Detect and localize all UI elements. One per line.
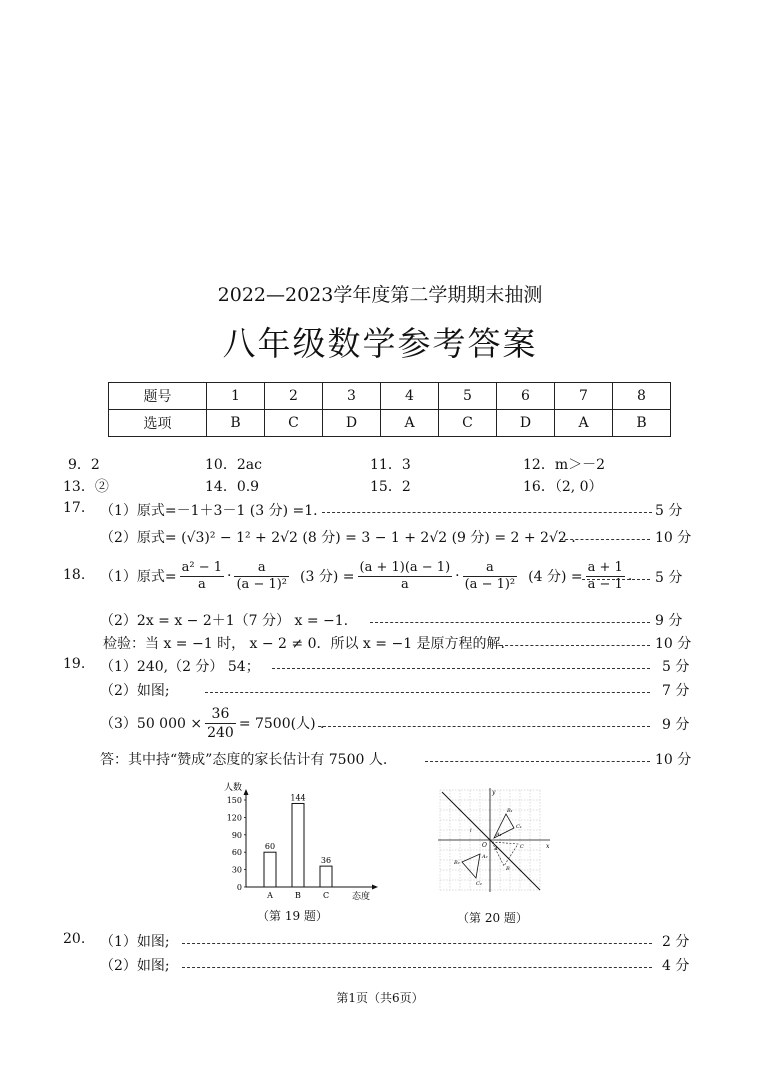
fraction [358,560,453,593]
denominator: (a − 1)² [464,576,516,592]
score-label: 10 分 [655,636,692,652]
q19-part1: （1）240,（2 分） 54； [100,659,260,675]
score-label: 5 分 [655,503,683,519]
document-subtitle: 八年级数学参考答案 [222,324,538,363]
table-header-cell: 题号 [109,383,207,410]
table-cell: D [323,410,381,437]
line-label: l [470,828,472,834]
table-cell: C [265,410,323,437]
leader-dots [182,967,652,968]
data-label: 36 [320,856,332,866]
y-tick-label: 0 [236,883,242,892]
point-label: C₂ [476,881,482,887]
numerator: a [234,560,289,577]
fraction [234,560,289,593]
y-axis-arrow [244,789,249,795]
q20-part2: （2）如图; [100,958,170,974]
answer-q16: 16．（2, 0） [523,479,603,495]
bar-A [264,852,276,887]
bar-C [320,866,332,887]
q18-mid2: (4 分) = [528,569,583,585]
data-label: 60 [264,842,276,852]
score-label: 10 分 [655,752,692,768]
leader-dots [205,692,650,693]
fraction [205,705,236,742]
q19-part2: （2）如图; [100,683,170,699]
origin-label: O [482,842,487,849]
table-row [109,410,671,437]
q18-part1 [100,552,632,600]
period: . [627,568,633,584]
table-cell: 5 [439,383,497,410]
leader-dots [322,512,652,513]
fraction [180,560,224,593]
numerator: (a + 1)(a − 1) [359,559,451,575]
figure-19-caption: （第 19 题） [257,909,328,923]
answer-q10: 10．2ac [205,457,262,473]
table-cell: D [497,410,555,437]
leader-dots [370,622,650,623]
point-label: C₁ [516,824,522,830]
table-cell: B [207,410,265,437]
score-label: 5 分 [655,570,683,586]
bar-chart [210,780,390,905]
data-label: 144 [290,793,306,803]
leader-dots [318,726,650,727]
numerator: a + 1 [587,559,623,575]
table-cell: 1 [207,383,265,410]
answer-q15: 15．2 [370,479,411,495]
table-cell: 7 [555,383,613,410]
table-cell: 3 [323,383,381,410]
answer-q13: 13．② [63,479,109,495]
y-tick-label: 90 [231,830,242,840]
y-tick-label: 30 [231,865,242,875]
score-label: 7 分 [662,683,690,699]
denominator: (a − 1)² [236,576,288,592]
table-cell: B [613,410,671,437]
q17-part1: （1）原式=－1＋3－1 (3 分) =1. [100,503,318,519]
score-label: 9 分 [662,717,690,733]
q19-part3-prefix: （3）50 000 × [100,716,203,732]
category-label: C [322,891,330,900]
y-label: y [492,789,496,796]
score-label: 4 分 [662,958,690,974]
dot-operator: · [227,568,232,584]
q18-check: 检验：当 x = −1 时， x − 2 ≠ 0．所以 x = −1 是原方程的解. [103,636,506,652]
document-title: 2022—2023学年度第二学期期末抽测 [217,284,543,306]
figure-20-caption: （第 20 题） [457,911,528,925]
x-axis-arrow [372,885,378,890]
point-label: A₂ [482,854,488,860]
leader-dots [425,761,650,762]
category-label: A [267,891,273,900]
y-tick-label: 60 [231,848,242,858]
y-tick-label: 150 [226,796,242,805]
point-label: A [494,846,498,852]
x-label: x [546,843,550,850]
table-cell: 2 [265,383,323,410]
point-label: B₂ [454,860,460,866]
answer-q14: 14．0.9 [205,479,260,495]
leader-dots [582,579,650,580]
chart-xlabel: 态度 [352,892,371,902]
point-label: B₁ [507,808,513,814]
triangle-a2b2c2 [462,854,480,878]
numerator: a² − 1 [181,559,223,575]
leader-dots [560,539,650,540]
q18-part2: （2）2x = x − 2＋1（7 分） x = −1. [100,613,349,629]
chart-ylabel: 人数 [224,783,243,793]
question-number: 19. [63,656,86,672]
dot-operator: · [455,568,460,584]
question-number: 17. [63,500,86,516]
question-number: 18. [63,567,86,583]
leader-dots [272,668,650,669]
answer-q11: 11．3 [370,457,411,473]
page-footer: 第1页（共6页） [336,991,424,1005]
q17-part2: （2）原式= (√3)² − 1² + 2√2 (8 分) = 3 − 1 + 2√2 (9 分) = 2 + 2√2 . [100,530,576,546]
table-cell: 6 [497,383,555,410]
denominator: 240 [207,724,234,741]
q20-part1: （1）如图; [100,934,170,950]
leader-dots [182,943,652,944]
denominator: a [197,576,206,592]
score-label: 5 分 [662,659,690,675]
score-label: 10 分 [655,530,692,546]
fraction [586,560,625,593]
answer-q9: 9．2 [68,457,100,473]
table-cell: 8 [613,383,671,410]
point-label: A₁ [496,832,502,838]
point-label: C [520,844,524,850]
answer-table [108,382,671,437]
q19-answer: 答：其中持“赞成”态度的家长估计有 7500 人. [100,752,388,768]
bar-B [292,803,304,887]
denominator: a [400,576,409,592]
score-label: 2 分 [662,934,690,950]
denominator: a − 1 [587,576,623,592]
table-cell: A [381,410,439,437]
q19-part3-suffix: = 7500(人) . [238,716,325,732]
fraction [463,560,518,593]
numerator: 36 [205,705,236,724]
category-label: B [295,891,301,900]
q18-prefix: （1）原式= [100,569,177,585]
question-number: 20. [63,931,86,947]
table-cell: 4 [381,383,439,410]
table-row [109,383,671,410]
q19-part3 [100,703,324,743]
point-label: B [506,866,510,872]
numerator: a [463,560,518,577]
answer-q12: 12．m＞－2 [523,457,605,473]
q18-mid1: (3 分) = [300,569,355,585]
line-l [442,792,540,890]
leader-dots [500,645,650,646]
score-label: 9 分 [655,613,683,629]
table-cell: A [555,410,613,437]
table-cell: C [439,410,497,437]
y-tick-label: 120 [226,813,242,823]
coordinate-grid-figure [436,786,554,892]
table-header-cell: 选项 [109,410,207,437]
